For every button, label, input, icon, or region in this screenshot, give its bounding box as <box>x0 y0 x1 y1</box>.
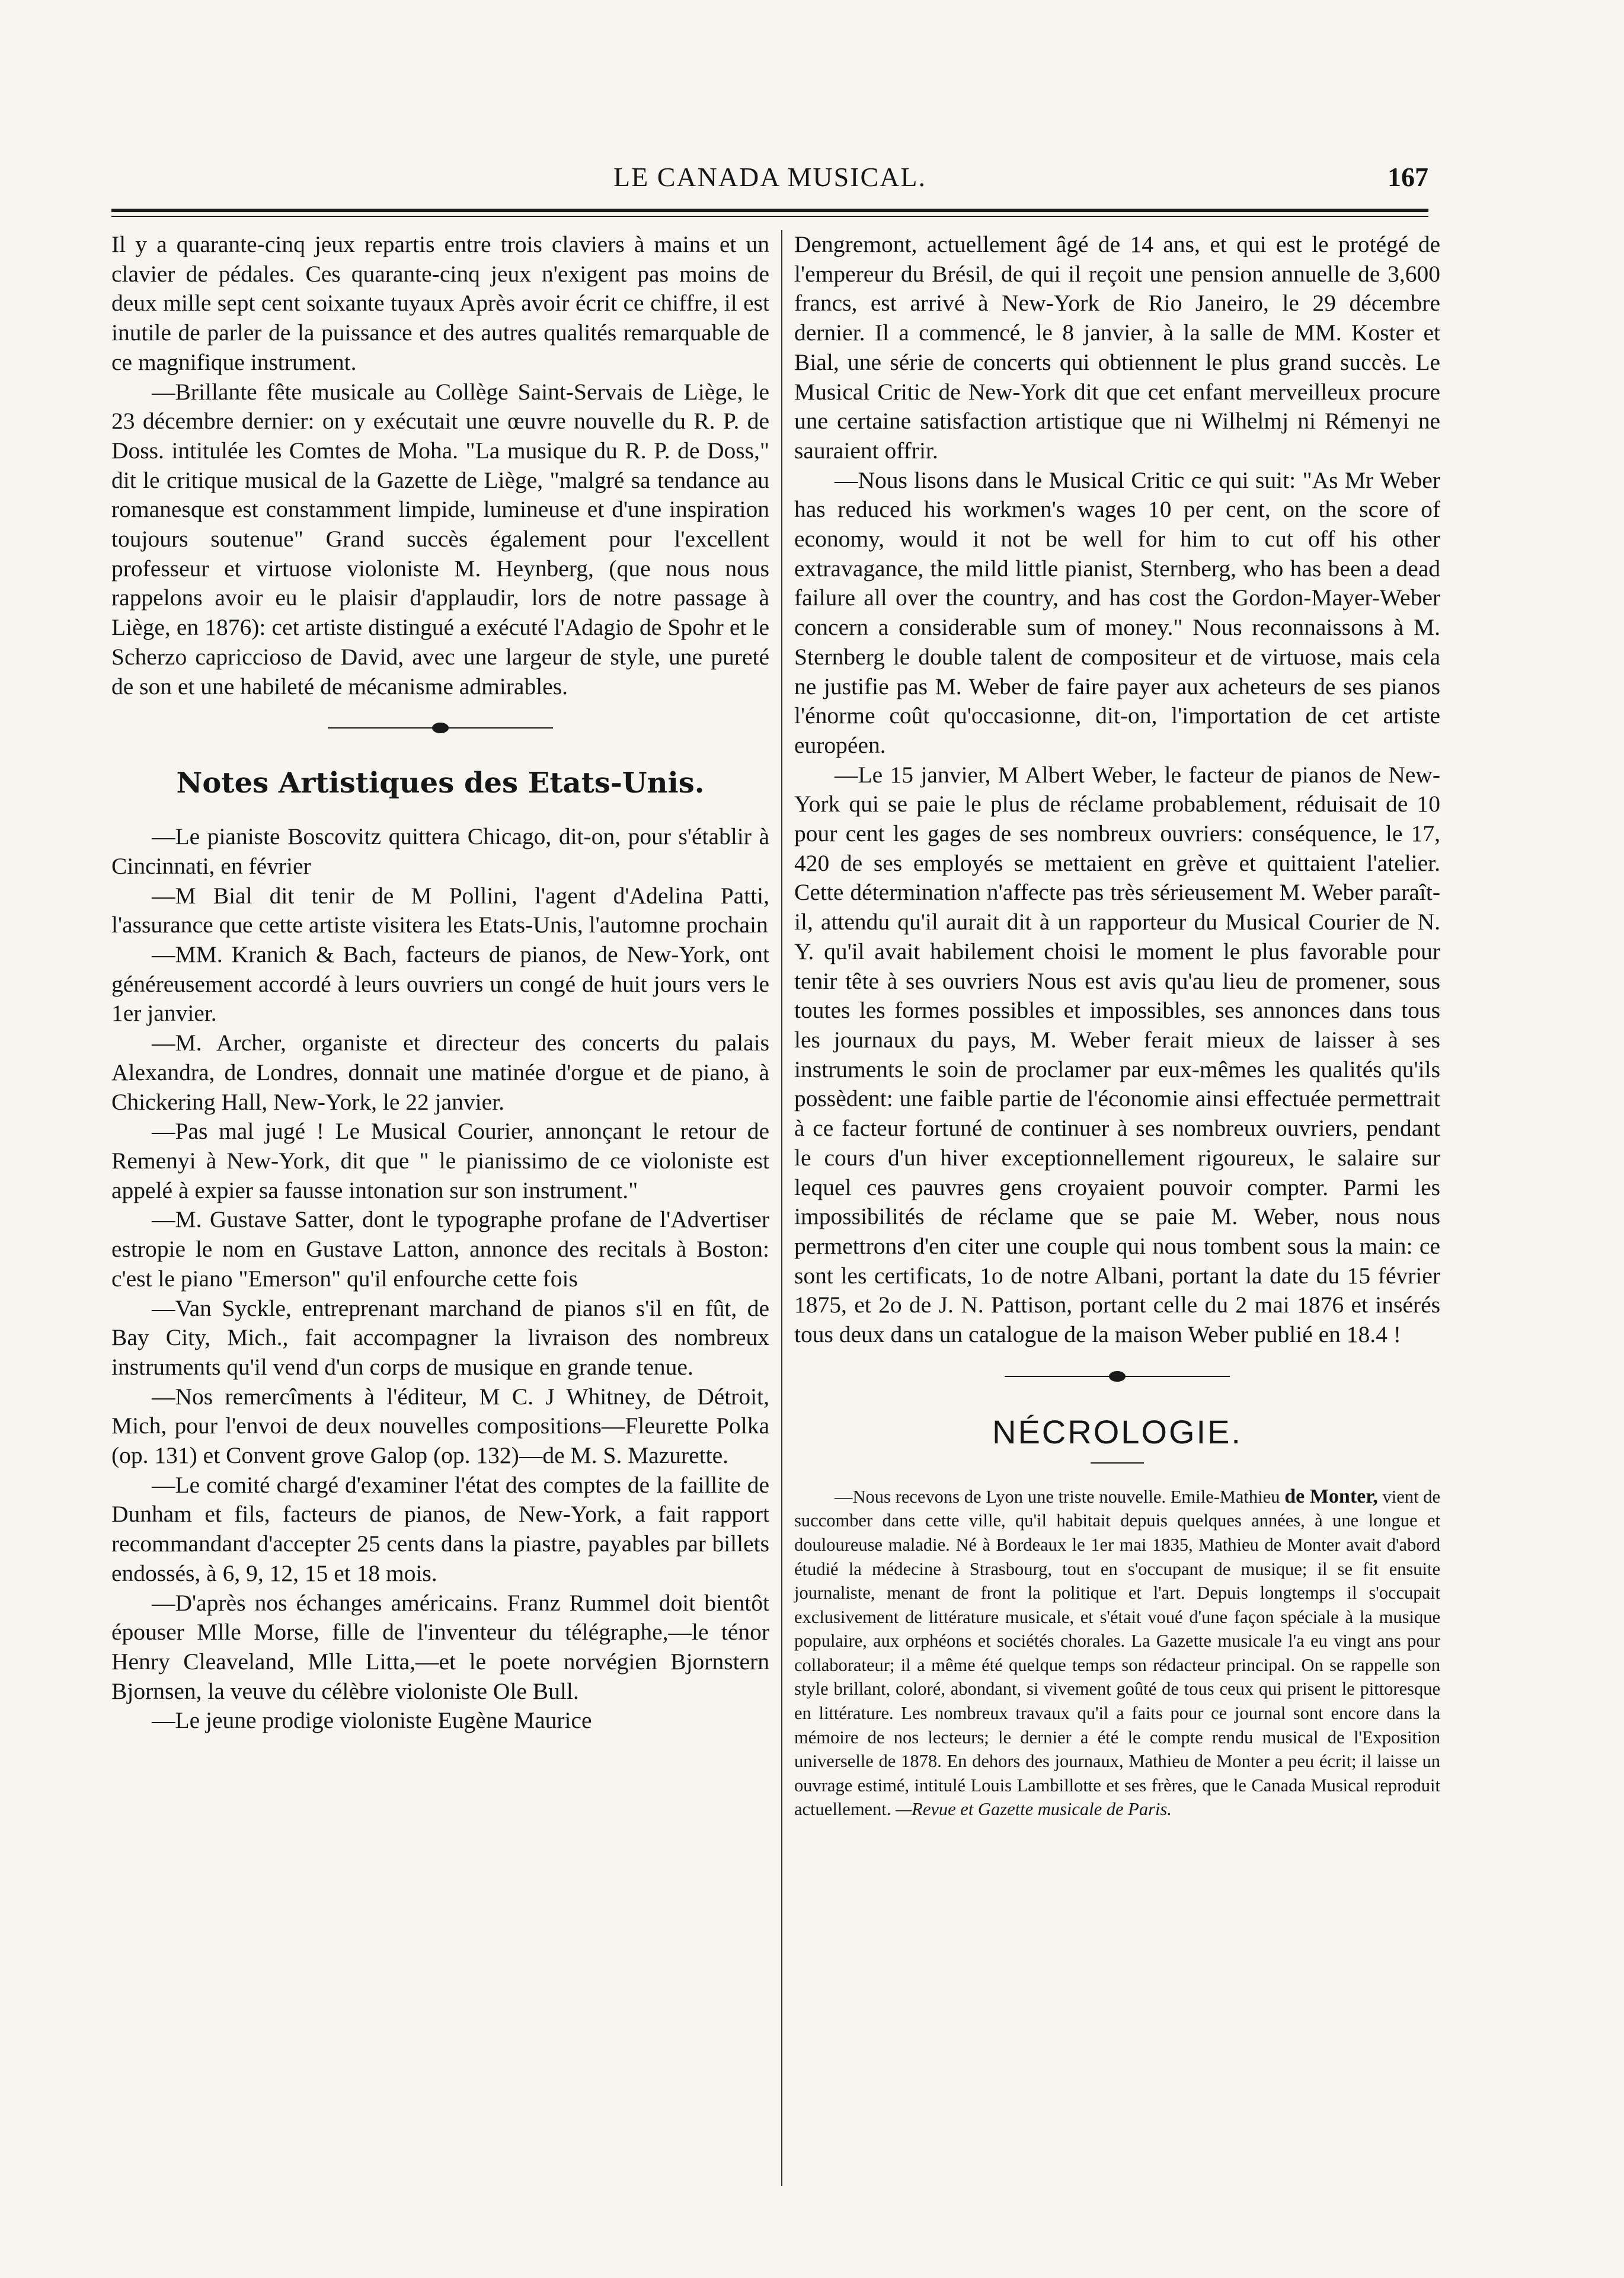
necro-source: —Revue et Gazette musicale de Paris. <box>896 1799 1172 1820</box>
necro-body: vient de succomber dans cette ville, qu'il habitait depuis quelques années, à une longue et douloureuse maladie. Né à Bordeaux le 1er mai 1835, Mathieu de Monter avait d'abord étudié la médecine à Strasbourg, tout en s'occupant de musique; il se fit ensuite journaliste, menant de front la politique et l'art. Depuis longtemps il s'occupait exclusivement de littérature musicale, et s'était voué d'une façon spéciale à la musique populaire, aux orphéons et sociétés chorales. La Gazette musicale l'a eu vingt ans pour collaborateur; il a même été quelque temps son rédacteur principal. On se rappelle son style brillant, coloré, abondant, si vivement goûté de tous ceux qui prisent le pittoresque en littérature. Les nombreux travaux qu'il a faits pour ce journal sont encore dans la mémoire de nos lecteurs; le dernier a été le compte rendu musical de l'Exposition universelle de 1878. En dehors des journaux, Mathieu de Monter a peu écrit; il laisse un ouvrage estimé, intitulé Louis Lambillotte et ses frères, que le Canada Musical reproduit actuellement. <box>794 1486 1441 1820</box>
ornament-dot <box>432 723 449 733</box>
news-item-whitney: —Nos remercîments à l'éditeur, M C. J Whitney, de Détroit, Mich, pour l'envoi de deux nouvelles compositions—Fleurette Polka (op. 131) et Convent grove Galop (op. 132)—de M. S. Mazurette. <box>111 1383 769 1469</box>
news-item-dengremont-start: —Le jeune prodige violoniste Eugène Maurice <box>152 1707 592 1734</box>
news-item-rummel: —D'après nos échanges américains. Franz Rummel doit bientôt épouser Mlle Morse, fille de l'inventeur du télégraphe,—le ténor Henry Cleaveland, Mlle Litta,—et le poete norvégien Bjornstern Bjornsen, la veuve du célèbre violoniste Ole Bull. <box>111 1589 769 1704</box>
journal-title: LE CANADA MUSICAL. <box>613 162 926 192</box>
paragraph-liege-fete: —Brillante fête musicale au Collège Saint-Servais de Liège, le 23 décembre dernier: on y exécutait une œuvre nouvelle du R. P. de Doss. intitulée les Comtes de Moha. "La musique du R. P. de Doss," dit le critique musical de la Gazette de Liège, "malgré sa tendance au romanesque est constamment limpide, lumineuse et d'une inspiration toujours soutenue" Grand succès également pour l'excellent professeur et virtuose violoniste M. Heynberg, (que nous nous rappelons avoir eu le plaisir d'applaudir, lors de notre passage à Liège, en 1876): cet artiste distingué a exécuté l'Adagio de Spohr et le Scherzo capriccioso de David, avec une largeur de style, une pureté de son et une habileté de mécanisme admirables. <box>111 378 769 699</box>
header-rule-thin <box>111 216 1428 217</box>
ornament-divider-right <box>794 1350 1440 1403</box>
news-item-boscovitz: —Le pianiste Boscovitz quittera Chicago, dit-on, pour s'établir à Cincinnati, en février <box>111 823 769 879</box>
left-column <box>111 230 769 1736</box>
news-item-kranich-bach: —MM. Kranich & Bach, facteurs de pianos, de New-York, ont généreusement accordé à leurs ouvriers un congé de huit jours vers le 1er janvier. <box>111 941 769 1027</box>
necrologie-text <box>794 1485 1440 1822</box>
page-number: 167 <box>1388 162 1428 192</box>
ornament-divider <box>111 701 769 755</box>
paragraph-organ: Il y a quarante-cinq jeux repartis entre trois claviers à mains et un clavier de pédales. Ces quarante-cinq jeux n'exigent pas moins de deux mille sept cent soixante tuyaux Après avoir écrit ce chiffre, il est inutile de parler de la puissance et des autres qualités remarquable de ce magnifique instrument. <box>111 231 769 375</box>
paragraph-weber: —Le 15 janvier, M Albert Weber, le facteur de pianos de New-York qui se paie le plus de réclame probablement, réduisait de 10 pour cent les gages de ses nombreux ouvriers: conséquence, le 17, 420 de ses employés se mettaient en grève et quittaient l'atelier. Cette détermination n'affecte pas très sérieusement M. Weber paraît-il, attendu qu'il aurait dit à un rapporteur du Musical Courier de N. Y. qu'il avait habilement choisi le moment le plus favorable pour tenir tête à ses ouvriers Nous est avis qu'au lieu de promener, sous toutes les formes possibles et impossibles, ses annonces dans tous les journaux du pays, M. Weber ferait mieux de laisser à ses instruments le soin de proclamer par eux-mêmes les qualités qu'ils possèdent: une faible partie de l'économie ainsi effectuée permettrait à ce facteur fortuné de continuer à ses nombreux ouvriers, pendant le cours d'un hiver exceptionnellement rigoureux, le salaire sur lequel ces pauvres gens croyaient pouvoir compter. Parmi les impossibilités de réclame que se paie M. Weber, nous nous permettrons d'en citer une couple qui nous tombent sous la main: ce sont les certificats, 1o de notre Albani, portant la date du 15 février 1875, et 2o de J. N. Pattison, portant celle du 2 mai 1876 et insérés tous deux dans un catalogue de la maison Weber publié en 18.4 ! <box>794 761 1440 1348</box>
news-item-van-syckle: —Van Syckle, entreprenant marchand de pianos s'il en fût, de Bay City, Mich., fait accompagner la livraison des nombreux instruments qu'il vend d'un corps de musique en grande tenue. <box>111 1295 769 1380</box>
necrologie-heading: NÉCROLOGIE. <box>992 1413 1242 1450</box>
necrologie-rule <box>1091 1462 1144 1464</box>
column-divider <box>781 230 782 2186</box>
news-item-dunham: —Le comité chargé d'examiner l'état des comptes de la faillite de Dunham et fils, facteurs de pianos, de New-York, a fait rapport recommandant d'accepter 25 cents dans la piastre, payables par billets endossés, à 6, 9, 12, 15 et 18 mois. <box>111 1471 769 1586</box>
news-item-archer: —M. Archer, organiste et directeur des concerts du palais Alexandra, de Londres, donnait une matinée d'orgue et de piano, à Chickering Hall, New-York, le 22 janvier. <box>111 1030 769 1115</box>
necro-intro: —Nous recevons de Lyon une triste nouvelle. Emile-Mathieu <box>835 1486 1280 1507</box>
ornament-dot <box>1109 1371 1126 1382</box>
paragraph-dengremont: Dengremont, actuellement âgé de 14 ans, et qui est le protégé de l'empereur du Brésil, de qui il reçoit une pension annuelle de 3,600 francs, est arrivé à New-York de Rio Janeiro, le 29 décembre dernier. Il a commencé, le 8 janvier, à la salle de MM. Koster et Bial, une série de concerts qui obtiennent le plus grand succès. Le Musical Critic de New-York dit que cet enfant merveilleux procure une certaine satisfaction artistique que ni Wilhelmj ni Rémenyi ne sauraient offrir. <box>794 231 1440 464</box>
running-head <box>111 161 1428 203</box>
news-item-remenyi: —Pas mal jugé ! Le Musical Courier, annonçant le retour de Remenyi à New-York, dit que " le pianissimo de ce violoniste est appelé à expier sa fausse intonation sur son instrument." <box>111 1118 769 1203</box>
paragraph-musical-critic: —Nous lisons dans le Musical Critic ce qui suit: "As Mr Weber has reduced his workmen's wages 10 per cent, on the score of economy, would it not be well for him to cut off his other extravagance, the mild little pianist, Sternberg, who has been a dead failure all over the country, and has cost the Gordon-Mayer-Weber concern a considerable sum of money." Nous reconnaissons à M. Sternberg le double talent de compositeur et de virtuose, mais cela ne justifie pas M. Weber de faire payer aux acheteurs de ses pianos l'énorme coût qu'occasionne, dit-on, l'importation de cet artiste européen. <box>794 467 1440 758</box>
header-rule-thick <box>111 209 1428 212</box>
news-item-bial: —M Bial dit tenir de M Pollini, l'agent d'Adelina Patti, l'assurance que cette artiste visitera les Etats-Unis, l'automne prochain <box>111 882 769 938</box>
section-heading: Notes Artistiques des Etats-Unis. <box>176 766 705 800</box>
necro-name: de Monter, <box>1284 1485 1378 1507</box>
news-item-satter: —M. Gustave Satter, dont le typographe profane de l'Advertiser estropie le nom en Gustave Latton, annonce des recitals à Boston: c'est le piano "Emerson" qu'il enfourche cette fois <box>111 1206 769 1292</box>
right-column <box>794 230 1440 1822</box>
